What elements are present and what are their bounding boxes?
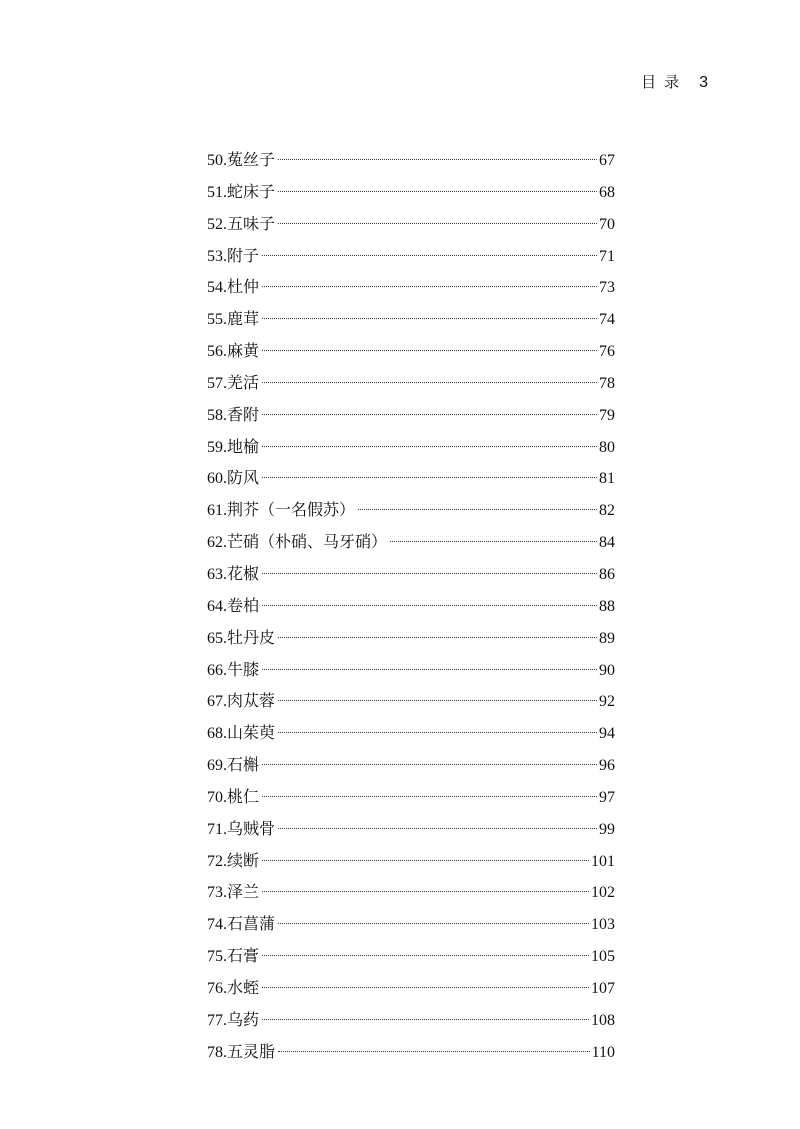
dot-leader	[262, 763, 597, 765]
toc-entry-number: 60.	[207, 470, 227, 488]
toc-entry-title: 地榆	[227, 436, 260, 456]
toc-entry-title: 卷柏	[227, 595, 260, 615]
toc-entry-page: 94	[599, 725, 615, 743]
toc-entry-number: 76.	[207, 979, 227, 997]
dot-leader	[262, 859, 589, 861]
toc-entry-title: 防风	[227, 468, 260, 488]
dot-leader	[358, 508, 597, 510]
toc-entry[interactable]	[207, 685, 615, 717]
toc-entry[interactable]	[207, 908, 615, 940]
toc-entry-title: 鹿茸	[227, 309, 260, 329]
toc-entry-page: 78	[599, 374, 615, 392]
dot-leader	[278, 827, 597, 829]
dot-leader	[262, 413, 597, 415]
toc-entry[interactable]	[207, 972, 615, 1004]
toc-entry-number: 77.	[207, 1011, 227, 1029]
toc-entry[interactable]	[207, 1036, 615, 1068]
dot-leader	[262, 445, 597, 447]
toc-entry-title: 五味子	[227, 213, 276, 233]
toc-entry-page: 82	[599, 502, 615, 520]
toc-entry-page: 84	[599, 534, 615, 552]
toc-entry-number: 62.	[207, 534, 227, 552]
dot-leader	[262, 954, 589, 956]
toc-entry-title: 肉苁蓉	[227, 691, 276, 711]
dot-leader	[278, 699, 597, 701]
toc-entry-page: 67	[599, 152, 615, 169]
toc-entry-page: 110	[591, 1043, 615, 1061]
toc-entry-page: 96	[599, 757, 615, 775]
toc-entry-title: 续断	[227, 850, 260, 870]
toc-entry[interactable]	[207, 940, 615, 972]
toc-entry[interactable]	[207, 558, 615, 590]
section-title: 目录	[641, 73, 688, 91]
toc-entry[interactable]	[207, 240, 615, 272]
toc-entry-number: 51.	[207, 183, 227, 201]
toc-entry-title: 石槲	[227, 755, 260, 775]
dot-leader	[278, 636, 597, 638]
toc-entry-title: 杜仲	[227, 277, 260, 297]
toc-entry-title: 芒硝（朴硝、马牙硝）	[227, 532, 388, 552]
toc-entry-number: 64.	[207, 597, 227, 615]
toc-entry[interactable]	[207, 876, 615, 908]
dot-leader	[278, 731, 597, 733]
toc-entry[interactable]	[207, 749, 615, 781]
dot-leader	[278, 190, 597, 192]
toc-entry-page: 70	[599, 215, 615, 233]
toc-entry-page: 68	[599, 183, 615, 201]
toc-entry-title: 乌贼骨	[227, 818, 276, 838]
table-of-contents	[207, 144, 615, 1067]
dot-leader	[262, 349, 597, 351]
toc-entry-number: 55.	[207, 311, 227, 329]
dot-leader	[278, 158, 597, 160]
toc-entry-number: 66.	[207, 661, 227, 679]
toc-entry-page: 79	[599, 406, 615, 424]
toc-entry-number: 57.	[207, 374, 227, 392]
toc-entry-page: 107	[591, 979, 615, 997]
dot-leader	[262, 285, 597, 287]
dot-leader	[262, 1018, 589, 1020]
toc-entry-page: 81	[599, 470, 615, 488]
dot-leader	[262, 604, 597, 606]
toc-entry-title: 牛膝	[227, 659, 260, 679]
toc-entry-title: 蛇床子	[227, 181, 276, 201]
toc-entry[interactable]	[207, 144, 615, 176]
toc-entry-page: 108	[591, 1011, 615, 1029]
toc-entry-page: 103	[591, 916, 615, 934]
toc-entry-number: 65.	[207, 629, 227, 647]
toc-entry[interactable]	[207, 335, 615, 367]
toc-entry[interactable]	[207, 176, 615, 208]
dot-leader	[262, 476, 597, 478]
toc-entry-number: 72.	[207, 852, 227, 870]
toc-entry[interactable]	[207, 717, 615, 749]
toc-entry-number: 52.	[207, 215, 227, 233]
toc-entry-page: 86	[599, 565, 615, 583]
toc-entry-page: 105	[591, 948, 615, 966]
toc-entry-page: 99	[599, 820, 615, 838]
toc-entry-title: 牡丹皮	[227, 627, 276, 647]
toc-entry[interactable]	[207, 399, 615, 431]
toc-entry-page: 90	[599, 661, 615, 679]
toc-entry-title: 乌药	[227, 1009, 260, 1029]
dot-leader	[278, 922, 589, 924]
toc-entry-number: 75.	[207, 948, 227, 966]
toc-entry[interactable]	[207, 367, 615, 399]
toc-entry-number: 69.	[207, 757, 227, 775]
toc-entry-page: 76	[599, 343, 615, 361]
toc-entry-page: 92	[599, 693, 615, 711]
dot-leader	[262, 795, 597, 797]
toc-entry[interactable]	[207, 271, 615, 303]
running-header	[641, 70, 708, 95]
dot-leader	[262, 381, 597, 383]
toc-entry-number: 61.	[207, 502, 227, 520]
toc-entry-title: 水蛭	[227, 977, 260, 997]
dot-leader	[278, 1050, 590, 1052]
toc-entry-title: 附子	[227, 245, 260, 265]
toc-entry-page: 97	[599, 788, 615, 806]
toc-entry-title: 花椒	[227, 563, 260, 583]
toc-entry-number: 73.	[207, 884, 227, 902]
toc-entry-number: 50.	[207, 152, 227, 169]
toc-entry[interactable]	[207, 526, 615, 558]
toc-entry-number: 74.	[207, 916, 227, 934]
dot-leader	[390, 540, 597, 542]
dot-leader	[262, 890, 589, 892]
toc-entry-title: 桃仁	[227, 786, 260, 806]
toc-entry-number: 70.	[207, 788, 227, 806]
dot-leader	[262, 317, 597, 319]
toc-entry[interactable]	[207, 781, 615, 813]
toc-entry-number: 58.	[207, 406, 227, 424]
toc-entry[interactable]	[207, 208, 615, 240]
dot-leader	[262, 986, 589, 988]
toc-entry-page: 88	[599, 597, 615, 615]
toc-entry-page: 73	[599, 279, 615, 297]
toc-entry[interactable]	[207, 654, 615, 686]
toc-entry[interactable]	[207, 622, 615, 654]
dot-leader	[278, 222, 597, 224]
toc-entry[interactable]	[207, 813, 615, 845]
toc-entry-number: 59.	[207, 438, 227, 456]
page-number: 3	[699, 74, 708, 91]
toc-entry-title: 菟丝子	[227, 150, 276, 169]
toc-entry-title: 石菖蒲	[227, 914, 276, 934]
toc-entry-page: 101	[591, 852, 615, 870]
toc-entry-title: 羌活	[227, 372, 260, 392]
toc-entry-number: 54.	[207, 279, 227, 297]
toc-entry[interactable]	[207, 1004, 615, 1036]
toc-entry-number: 78.	[207, 1043, 227, 1061]
toc-entry-page: 89	[599, 629, 615, 647]
toc-entry-number: 63.	[207, 565, 227, 583]
toc-entry[interactable]	[207, 590, 615, 622]
toc-entry-page: 71	[599, 247, 615, 265]
toc-entry-number: 53.	[207, 247, 227, 265]
toc-entry-title: 石膏	[227, 946, 260, 966]
dot-leader	[262, 572, 597, 574]
toc-entry-title: 香附	[227, 404, 260, 424]
toc-entry-title: 山茱萸	[227, 723, 276, 743]
toc-entry[interactable]	[207, 303, 615, 335]
toc-entry-number: 56.	[207, 343, 227, 361]
toc-entry-title: 五灵脂	[227, 1041, 276, 1061]
toc-entry-title: 荆芥（一名假苏）	[227, 500, 356, 520]
toc-entry-title: 泽兰	[227, 882, 260, 902]
toc-entry[interactable]	[207, 431, 615, 463]
toc-entry-page: 102	[591, 884, 615, 902]
toc-entry[interactable]	[207, 462, 615, 494]
dot-leader	[262, 254, 597, 256]
toc-entry-page: 80	[599, 438, 615, 456]
toc-entry-number: 67.	[207, 693, 227, 711]
toc-entry-title: 麻黄	[227, 341, 260, 361]
toc-entry-number: 68.	[207, 725, 227, 743]
dot-leader	[262, 668, 597, 670]
toc-entry[interactable]	[207, 494, 615, 526]
toc-entry[interactable]	[207, 845, 615, 877]
toc-entry-number: 71.	[207, 820, 227, 838]
toc-entry-page: 74	[599, 311, 615, 329]
